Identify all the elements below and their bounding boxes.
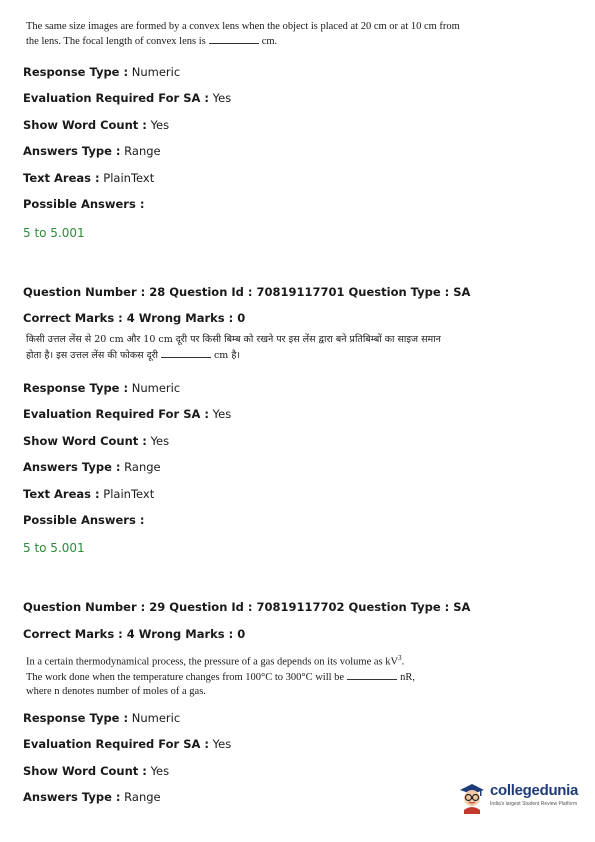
q29-line-1: In a certain thermodynamical process, the pressure of a gas depends on its volume as $kV^3$. (26, 654, 405, 668)
q29-line-3: where n denotes number of moles of a gas. (26, 685, 206, 697)
q27-answers-type: Answers Type : Range (23, 144, 161, 158)
answer-blank (161, 348, 211, 358)
q27-word-count: Show Word Count : Yes (23, 118, 170, 132)
q27-response-type: Response Type : Numeric (23, 65, 181, 79)
question-29-text (26, 651, 476, 699)
answer-blank (347, 670, 397, 680)
q28-text-after: cm है। (213, 350, 240, 361)
q27-text-after: cm. (261, 36, 278, 47)
q28-text-before: किसी उत्तल लेंस से 20 cm और 10 cm दूरी पर किसी बिम्ब को रखने पर इस लेंस द्वारा बने प्रतिबिम्बों का साइज समान होता है। इस उत्तल लेंस की फोकस दूरी (26, 334, 441, 361)
q29-line-2: The work done when the temperature changes from 100°C to 300°C will be nR, (26, 671, 415, 683)
q29-header: Question Number : 29 Question Id : 70819117702 Question Type : SA (23, 600, 471, 614)
q28-possible-answers-label: Possible Answers : (23, 513, 145, 527)
q28-response-type: Response Type : Numeric (23, 381, 181, 395)
q27-possible-answer: 5 to 5.001 (23, 226, 85, 240)
mascot-icon (456, 778, 488, 814)
q29-marks: Correct Marks : 4 Wrong Marks : 0 (23, 627, 246, 641)
q28-marks: Correct Marks : 4 Wrong Marks : 0 (23, 311, 246, 325)
q27-text-areas: Text Areas : PlainText (23, 171, 155, 185)
question-27-text (26, 20, 466, 49)
answer-blank (209, 34, 259, 44)
q28-text-areas: Text Areas : PlainText (23, 487, 155, 501)
question-28-text (26, 332, 456, 364)
q28-answers-type: Answers Type : Range (23, 460, 161, 474)
q29-answers-type: Answers Type : Range (23, 790, 161, 804)
q28-possible-answer: 5 to 5.001 (23, 541, 85, 555)
q29-response-type: Response Type : Numeric (23, 711, 181, 725)
q28-eval-required: Evaluation Required For SA : Yes (23, 407, 232, 421)
q27-text-before: The same size images are formed by a convex lens when the object is placed at 20 cm or at 10 cm from the lens. The focal length of convex lens is (26, 21, 460, 47)
q27-eval-required: Evaluation Required For SA : Yes (23, 91, 232, 105)
logo-tagline: India's largest Student Review Platform (490, 801, 578, 807)
q29-eval-required: Evaluation Required For SA : Yes (23, 737, 232, 751)
q29-word-count: Show Word Count : Yes (23, 764, 170, 778)
logo-name: collegedunia (490, 782, 579, 799)
q28-header: Question Number : 28 Question Id : 70819117701 Question Type : SA (23, 285, 471, 299)
collegedunia-logo (456, 776, 579, 820)
q28-word-count: Show Word Count : Yes (23, 434, 170, 448)
q27-possible-answers-label: Possible Answers : (23, 197, 145, 211)
